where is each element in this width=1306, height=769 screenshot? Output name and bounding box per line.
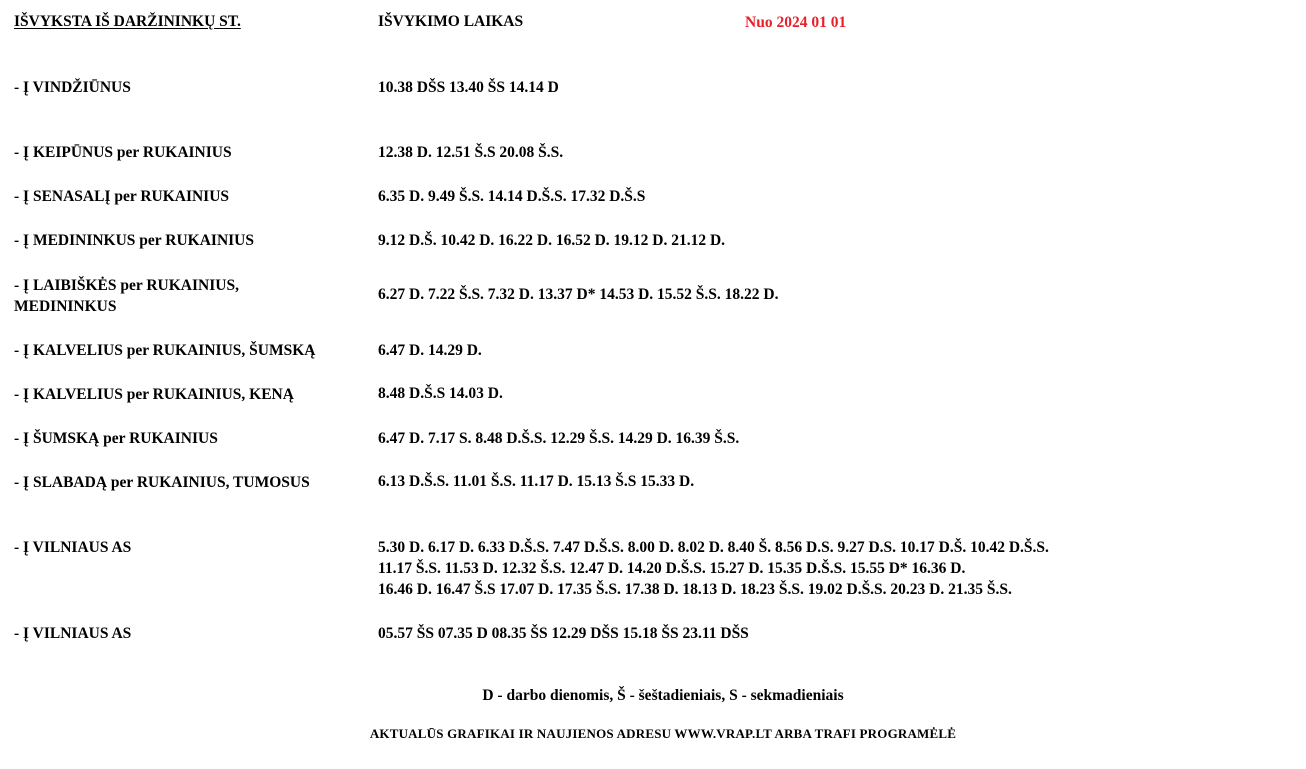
route-destination: - Į MEDININKUS per RUKAINIUS xyxy=(14,232,254,249)
route-times: 5.30 D. 6.17 D. 6.33 D.Š.S. 7.47 D.Š.S. 8.00 D. 8.02 D. 8.40 Š. 8.56 D.S. 9.27 D.S. 10.17 D.Š. 10.42 D.Š.S. xyxy=(378,539,1049,556)
valid-from-date: Nuo 2024 01 01 xyxy=(745,14,847,31)
route-times: 05.57 ŠS 07.35 D 08.35 ŠS 12.29 DŠS 15.18 ŠS 23.11 DŠS xyxy=(378,625,749,642)
departure-time-heading: IŠVYKIMO LAIKAS xyxy=(378,13,524,30)
route-times: 6.13 D.Š.S. 11.01 Š.S. 11.17 D. 15.13 Š.S 15.33 D. xyxy=(378,473,695,490)
route-times: 6.35 D. 9.49 Š.S. 14.14 D.Š.S. 17.32 D.Š.S xyxy=(378,188,646,205)
route-destination: - Į LAIBIŠKĖS per RUKAINIUS, xyxy=(14,277,239,294)
route-times: 9.12 D.Š. 10.42 D. 16.22 D. 16.52 D. 19.12 D. 21.12 D. xyxy=(378,232,726,249)
route-times: 6.47 D. 14.29 D. xyxy=(378,342,482,359)
route-times: 8.48 D.Š.S 14.03 D. xyxy=(378,385,503,402)
departure-station-heading: IŠVYKSTA IŠ DARŽININKŲ ST. xyxy=(14,13,241,30)
route-times: 6.27 D. 7.22 Š.S. 7.32 D. 13.37 D* 14.53 D. 15.52 Š.S. 18.22 D. xyxy=(378,286,779,303)
route-destination: - Į KALVELIUS per RUKAINIUS, KENĄ xyxy=(14,386,294,403)
footer-note: AKTUALŪS GRAFIKAI IR NAUJIENOS ADRESU WWW.VRAP.LT ARBA TRAFI PROGRAMĖLĖ xyxy=(369,726,957,741)
route-times: 10.38 DŠS 13.40 ŠS 14.14 D xyxy=(378,79,559,96)
route-destination: - Į VILNIAUS AS xyxy=(14,539,132,556)
route-destination: - Į SENASALĮ per RUKAINIUS xyxy=(14,188,230,205)
route-times: 11.17 Š.S. 11.53 D. 12.32 Š.S. 12.47 D. 14.20 D.Š.S. 15.27 D. 15.35 D.Š.S. 15.55 D* 16.36 D. xyxy=(378,560,966,577)
route-destination: - Į KEIPŪNUS per RUKAINIUS xyxy=(14,144,232,161)
route-destination: - Į ŠUMSKĄ per RUKAINIUS xyxy=(14,430,218,447)
route-destination: - Į SLABADĄ per RUKAINIUS, TUMOSUS xyxy=(14,474,310,491)
route-times: 12.38 D. 12.51 Š.S 20.08 Š.S. xyxy=(378,144,564,161)
route-destination: - Į VINDŽIŪNUS xyxy=(14,79,131,96)
route-times: 16.46 D. 16.47 Š.S 17.07 D. 17.35 Š.S. 17.38 D. 18.13 D. 18.23 Š.S. 19.02 D.Š.S. 20.23 D. 21.35 Š.S. xyxy=(378,581,1012,598)
route-times: 6.47 D. 7.17 S. 8.48 D.Š.S. 12.29 Š.S. 14.29 D. 16.39 Š.S. xyxy=(378,430,740,447)
legend-note: D - darbo dienomis, Š - šeštadieniais, S - sekmadieniais xyxy=(482,687,844,704)
route-destination-line2: MEDININKUS xyxy=(14,298,117,315)
route-destination: - Į KALVELIUS per RUKAINIUS, ŠUMSKĄ xyxy=(14,342,316,359)
route-destination: - Į VILNIAUS AS xyxy=(14,625,132,642)
